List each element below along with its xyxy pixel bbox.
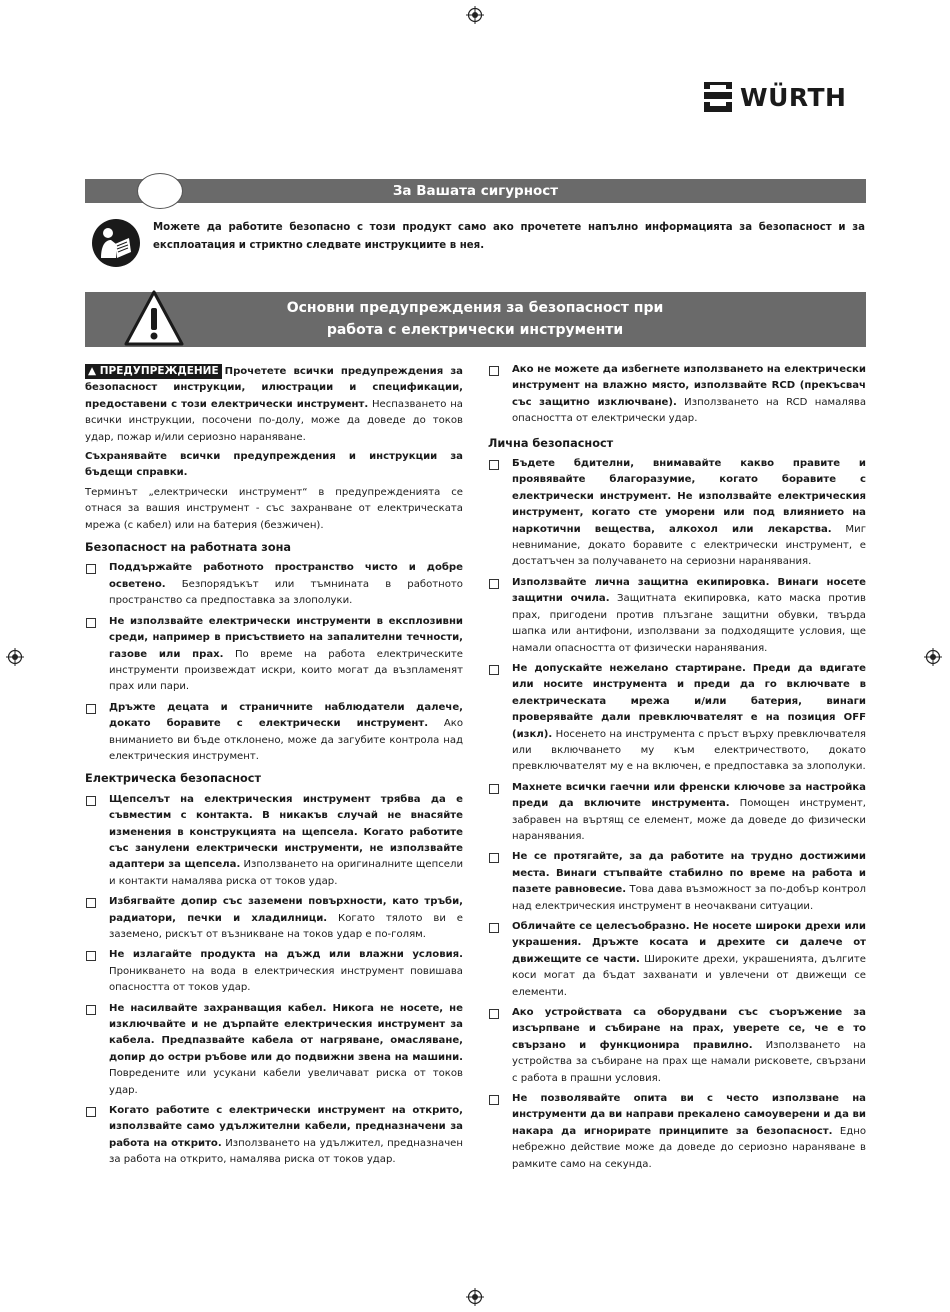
banner2-title-line1: Основни предупреждения за безопасност при — [286, 300, 664, 316]
list-item — [85, 614, 463, 696]
list-item — [488, 1091, 866, 1173]
warning-paragraph — [85, 364, 463, 446]
checkbox-bullet-icon — [489, 366, 499, 376]
banner2-title-line2: работа с електрически инструменти — [326, 322, 624, 338]
checkbox-bullet-icon — [86, 1005, 96, 1015]
list-item — [488, 456, 866, 571]
registration-mark-top-icon — [466, 6, 484, 24]
warning-bold: Прочетете всички предупреждения за безопасност инструкции, илюстрации и спецификации, предоставени с този електрически инструмент. — [85, 366, 463, 410]
list-item — [85, 947, 463, 996]
warning-badge: ▲ ПРЕДУПРЕЖДЕНИЕ — [85, 364, 222, 379]
item-bold-text: Не насилвайте захранващия кабел. Никога не носете, не изключвайте и не дърпайте електрическия инструмент за кабела. Предпазвайте кабела от нагряване, омасляване, допир до остри ръбове или до подвижни звена на машини. — [109, 1002, 463, 1063]
item-text: Когато тялото ви е заземено, рискът от възникване на токов удар е по-голям. — [109, 912, 463, 940]
registration-mark-left-icon — [6, 648, 24, 666]
section-banner-warnings — [85, 292, 866, 347]
list-item — [85, 560, 463, 609]
item-text: Помощен инструмент, забравен на въртящ се елемент, може да доведе до физически наранявания. — [512, 798, 866, 842]
item-bold-text: Когато работите с електрически инструмент на открито, използвайте само удължителни кабели, предназначени за работа на открито. — [109, 1105, 463, 1149]
checkbox-bullet-icon — [86, 618, 96, 628]
item-bold-text: Щепселът на електрическия инструмент трябва да е съвместим с контакта. В никакъв случай не внасяйте изменения в конструкцията на щепсела. Когато работите със занулени електрически инструменти, не използвайте адаптери за щепсела. — [109, 793, 463, 871]
left-column — [85, 364, 463, 1173]
list-item — [85, 1103, 463, 1169]
item-bold-text: Не позволявайте опита ви с често използване на инструменти да ви направи прекалено самоуверени и да ви накара да игнорирате принципите за безопасност. — [512, 1093, 866, 1137]
item-text: Повредените или усукани кабели увеличават риска от токов удар. — [109, 1068, 463, 1096]
checkbox-bullet-icon — [489, 1009, 499, 1019]
wurth-logo-icon — [702, 80, 734, 114]
item-bold-text: Ако устройствата са оборудвани със съоръжение за изсърпване и събиране на прах, уверете се, че е то свързано и функционира правилно. — [512, 1007, 866, 1051]
checkbox-bullet-icon — [86, 796, 96, 806]
item-text: Миг невнимание, докато боравите с електрически инструмент, е достатъчен за получаването на сериозни наранявания. — [512, 523, 867, 568]
checkbox-bullet-icon — [86, 564, 96, 574]
item-bold-text: Бъдете бдителни, внимавайте какво правите и проявявайте благоразумие, когато боравите с електрически инструмент. Не използвайте електрическия инструмент, когато сте уморени или под влиянието на наркотични вещества, алкохол или лекарства. — [512, 458, 866, 535]
item-text: Носенето на инструмента с пръст върху превключвателя или включването му към електричеството, докато превключвателят му е на включен, е предпоставка за злополуки. — [512, 728, 866, 773]
list-item — [488, 919, 866, 1001]
warning-triangle-icon — [123, 288, 185, 354]
item-text: Едно небрежно действие може да доведе до сериозно нараняване в рамките само на секунда. — [512, 1125, 867, 1170]
list-item — [85, 792, 463, 890]
item-text: По време на работа електрическите инструменти произвеждат искри, които могат да възпламенят прах или пари. — [109, 648, 464, 693]
section-title-work-area: Безопасност на работната зона — [85, 541, 292, 555]
wurth-logo — [702, 78, 867, 116]
item-bold-text: Избягвайте допир със заземени повърхности, като тръби, радиатори, печки и хладилници. — [109, 896, 463, 924]
list-item — [488, 661, 866, 776]
section-title-electrical: Електрическа безопасност — [85, 772, 262, 786]
section-banner-safety — [85, 179, 866, 203]
checkbox-bullet-icon — [86, 898, 96, 908]
checkbox-bullet-icon — [489, 1095, 499, 1105]
list-item — [488, 780, 866, 846]
intro-text: Можете да работите безопасно с този продукт само ако прочетете напълно информацията за безопасност и за експлоатация и стриктно следвате инструкциите в нея. — [153, 222, 865, 251]
item-text: Това дава възможност за по-добър контрол над електрическия инструмент в неочаквани ситуации. — [512, 884, 867, 912]
registration-mark-right-icon — [924, 648, 942, 666]
item-bold-text: Поддържайте работното пространство чисто и добре осветено. — [109, 562, 463, 590]
section-title-personal: Лична безопасност — [488, 436, 614, 450]
item-bold-text: Използвайте лична защитна екипировка. Винаги носете защитни очила. — [512, 576, 866, 605]
item-text: Ако вниманието ви бъде отклонено, може да загубите контрола над електрическия инструмент. — [109, 718, 463, 762]
item-bold-text: Не се протягайте, за да работите на трудно достижими места. Винаги стъпвайте стабилно по време на работа и пазете равновесие. — [512, 851, 866, 896]
item-text: Защитната екипировка, като маска против прах, пригодени против плъзгане защитни обувки, твърда шапка или антифони, използвани за подходящите условия, ще намали опасността от физически наранявания. — [512, 593, 866, 654]
electrical-list — [85, 792, 463, 1169]
list-item — [85, 894, 463, 943]
checkbox-bullet-icon — [489, 923, 499, 933]
banner-oval-shape — [137, 173, 183, 209]
banner-title: За Вашата сигурност — [392, 183, 559, 199]
item-text: Използването на RCD намалява опасността от електрически удар. — [512, 396, 866, 425]
checkbox-bullet-icon — [489, 853, 499, 863]
item-text: Безпорядъкът или тъмнината в работното пространство са предпоставка за злополуки. — [109, 578, 463, 607]
item-bold-text: Ако не можете да избегнете използването на електрически инструмент на влажно място, използвайте RCD (прекъсвач със защитно изключване). — [512, 364, 866, 408]
item-bold-text: Не допускайте нежелано стартиране. Преди да вдигате или носите инструмента и преди да го включвате в електрическата мрежа и/или батерия, винаги проверявайте дали превключвателят е на позиция OFF (изкл). — [512, 662, 866, 740]
warning-text: Неспазването на всички инструкции, посочени по-долу, може да доведе до токов удар, пожар и/или сериозно нараняване. — [85, 398, 463, 443]
list-item — [85, 700, 463, 766]
list-item — [488, 849, 866, 915]
personal-safety-list — [488, 456, 866, 1173]
registration-mark-bottom-icon — [466, 1288, 484, 1306]
checkbox-bullet-icon — [489, 665, 499, 675]
checkbox-bullet-icon — [86, 704, 96, 714]
item-bold-text: Дръжте децата и страничните наблюдатели далече, докато боравите с електрически инструмент. — [109, 701, 463, 730]
list-item — [85, 1001, 463, 1099]
checkbox-bullet-icon — [86, 1107, 96, 1117]
item-text: Използването на устройства за събиране на прах ще намали рисковете, свързани с работа в прашни условия. — [512, 1039, 866, 1084]
brand-name: WÜRTH — [740, 82, 847, 112]
item-bold-text: Не излагайте продукта на дъжд или влажни условия. — [109, 949, 463, 961]
item-text: Проникването на вода в електрическия инструмент повишава опасността от токов удар. — [109, 965, 463, 994]
term-definition: Терминът „електрически инструмент“ в предупрежденията се отнася за вашия инструмент - със захранване от електрическата мрежа (с кабел) или на батерия (безжичен). — [85, 486, 463, 531]
list-item — [488, 575, 866, 657]
item-bold-text: Не използвайте електрически инструменти в експлозивни среди, например в присъствието на запалителни течности, газове или прах. — [109, 615, 463, 660]
first-item-list — [488, 362, 866, 428]
right-column — [488, 362, 866, 1177]
item-text: Използването на оригиналните щепсели и контакти намалява риска от токов удар. — [109, 859, 464, 887]
keep-instructions: Съхранявайте всички предупреждения и инструкции за бъдещи справки. — [85, 451, 463, 479]
item-text: Използването на удължител, предназначен за работа на открито, намалява риска от токов удар. — [109, 1137, 463, 1166]
item-text: Широките дрехи, украшенията, дългите коси могат да бъдат захванати и увлечени от движещи се елементи. — [512, 953, 866, 998]
list-item — [488, 362, 866, 428]
list-item — [488, 1005, 866, 1087]
checkbox-bullet-icon — [489, 784, 499, 794]
read-manual-icon — [91, 218, 141, 268]
item-bold-text: Обличайте се целесъобразно. Не носете широки дрехи или украшения. Дръжте косата и дрехите си далече от движещите се части. — [512, 921, 866, 965]
checkbox-bullet-icon — [86, 951, 96, 961]
item-bold-text: Махнете всички гаечни или френски ключове за настройка преди да включите инструмента. — [512, 781, 866, 810]
work-area-list — [85, 560, 463, 765]
checkbox-bullet-icon — [489, 579, 499, 589]
checkbox-bullet-icon — [489, 460, 499, 470]
